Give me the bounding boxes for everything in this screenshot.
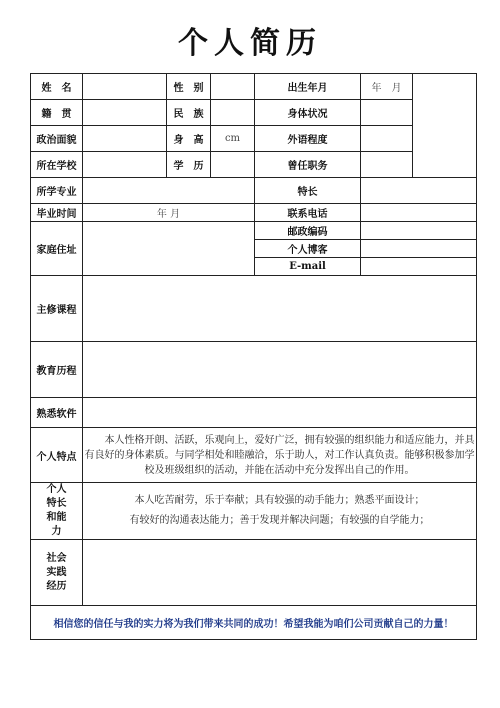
address-field[interactable] bbox=[83, 222, 255, 276]
education-field[interactable] bbox=[83, 342, 477, 398]
school-field[interactable] bbox=[83, 152, 167, 178]
software-label: 熟悉软件 bbox=[31, 398, 83, 428]
health-field[interactable] bbox=[361, 100, 413, 126]
native-label: 籍 贯 bbox=[31, 100, 83, 126]
ethnic-label: 民 族 bbox=[167, 100, 211, 126]
position-label: 曾任职务 bbox=[255, 152, 361, 178]
page-title: 个人简历 bbox=[178, 26, 322, 61]
resume-table bbox=[30, 73, 477, 640]
blog-field[interactable] bbox=[361, 240, 477, 258]
gender-label: 性 别 bbox=[167, 74, 211, 100]
traits-text[interactable] bbox=[83, 428, 477, 483]
postcode-field[interactable] bbox=[361, 222, 477, 240]
social-label bbox=[31, 540, 83, 606]
education-label: 教育历程 bbox=[31, 342, 83, 398]
graduate-field[interactable]: 年 月 bbox=[83, 204, 255, 222]
phone-field[interactable] bbox=[361, 204, 477, 222]
degree-label: 学 历 bbox=[167, 152, 211, 178]
foreign-label: 外语程度 bbox=[255, 126, 361, 152]
traits-label: 个人特点 bbox=[31, 428, 83, 483]
abilities-label bbox=[31, 483, 83, 540]
major-label: 所学专业 bbox=[31, 178, 83, 204]
name-field[interactable] bbox=[83, 74, 167, 100]
gender-field[interactable] bbox=[211, 74, 255, 100]
social-label-text: 社会实践经历 bbox=[46, 552, 67, 592]
abilities-line-2: 有较好的沟通表达能力；善于发现并解决问题；有较强的自学能力； bbox=[129, 515, 430, 526]
blog-label: 个人博客 bbox=[255, 240, 361, 258]
height-label: 身 高 bbox=[167, 126, 211, 152]
birth-field[interactable]: 年 月 bbox=[361, 74, 413, 100]
abilities-text[interactable] bbox=[83, 483, 477, 540]
native-field[interactable] bbox=[83, 100, 167, 126]
political-label: 政治面貌 bbox=[31, 126, 83, 152]
courses-label: 主修课程 bbox=[31, 276, 83, 342]
postcode-label: 邮政编码 bbox=[255, 222, 361, 240]
abilities-line-1: 本人吃苦耐劳，乐于奉献；具有较强的动手能力；熟悉平面设计； bbox=[134, 495, 425, 506]
phone-label: 联系电话 bbox=[255, 204, 361, 222]
abilities-label-text: 个人特长和能力 bbox=[46, 484, 67, 537]
software-field[interactable] bbox=[83, 398, 477, 428]
traits-paragraph: 本人性格开朗、活跃，乐观向上，爱好广泛，拥有较强的组织能力和适应能力，并具有良好的身体素质。与同学相处和睦融洽，乐于助人，对工作认真负责。能够积极参加学校及班级组织的活动，并能在活动中充分发挥出自己的作用。 bbox=[84, 434, 475, 476]
footer-slogan: 相信您的信任与我的实力将为我们带来共同的成功！希望我能为咱们公司贡献自己的力量！ bbox=[31, 606, 477, 640]
degree-field[interactable] bbox=[211, 152, 255, 178]
health-label: 身体状况 bbox=[255, 100, 361, 126]
email-label: E-mail bbox=[255, 258, 361, 276]
birth-label: 出生年月 bbox=[255, 74, 361, 100]
name-label: 姓 名 bbox=[31, 74, 83, 100]
photo-box bbox=[413, 74, 477, 178]
height-field[interactable]: cm bbox=[211, 126, 255, 152]
major-field[interactable] bbox=[83, 178, 255, 204]
specialty-field[interactable] bbox=[361, 178, 477, 204]
graduate-label: 毕业时间 bbox=[31, 204, 83, 222]
email-field[interactable] bbox=[361, 258, 477, 276]
address-label: 家庭住址 bbox=[31, 222, 83, 276]
specialty-label: 特长 bbox=[255, 178, 361, 204]
school-label: 所在学校 bbox=[31, 152, 83, 178]
courses-field[interactable] bbox=[83, 276, 477, 342]
political-field[interactable] bbox=[83, 126, 167, 152]
social-field[interactable] bbox=[83, 540, 477, 606]
position-field[interactable] bbox=[361, 152, 413, 178]
ethnic-field[interactable] bbox=[211, 100, 255, 126]
foreign-field[interactable] bbox=[361, 126, 413, 152]
